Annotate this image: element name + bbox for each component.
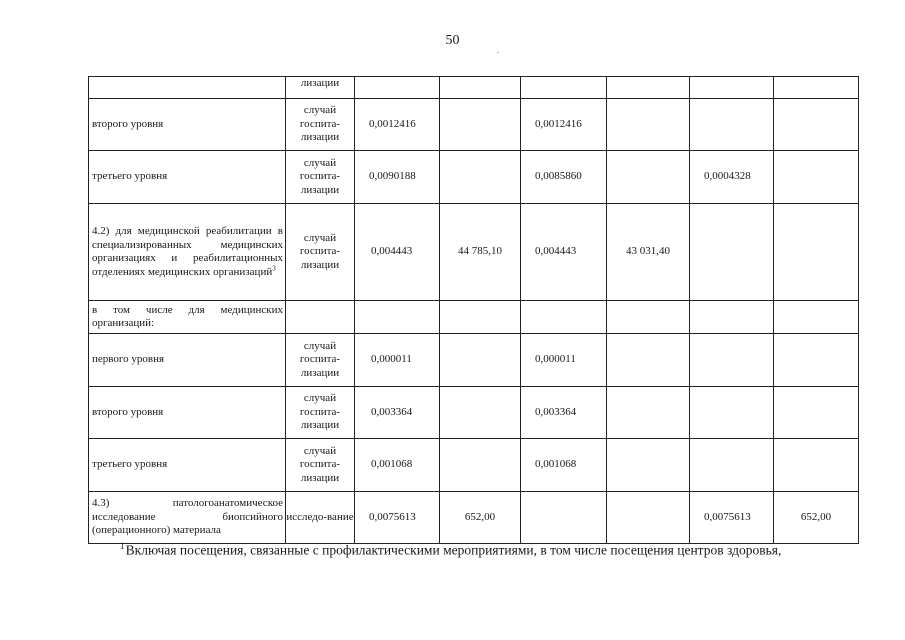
cell-c1: 0,000011 [355,334,440,387]
cell-c6 [774,204,859,301]
cell-c3 [521,301,607,334]
footnote-text: Включая посещения, связанные с профилактическими мероприятиями, в том числе посещения центров здоровья, [125,542,782,558]
row-name [89,204,286,301]
footnote-ref: 3 [272,263,276,272]
cell-c3: 0,004443 [521,204,607,301]
table-row [89,492,859,544]
row-name: второго уровня [89,387,286,439]
cell-c6 [774,387,859,439]
cell-c3 [521,492,607,544]
cell-c5 [690,439,774,492]
cell-c3 [521,77,607,99]
data-table [88,76,859,544]
cell-c5 [690,204,774,301]
table-row [89,204,859,301]
cell-c3: 0,0085860 [521,151,607,204]
row-unit: лизации [286,77,355,99]
row-name: в том числе для медицинских организаций: [89,301,286,334]
cell-c5: 0,0075613 [690,492,774,544]
cell-c4 [607,301,690,334]
cell-c5 [690,387,774,439]
cell-c5 [690,301,774,334]
cell-c4 [607,77,690,99]
row-name [89,77,286,99]
cell-c6 [774,151,859,204]
cell-c5 [690,334,774,387]
cell-c6 [774,334,859,387]
cell-c4 [607,99,690,151]
cell-c2 [440,387,521,439]
row-unit: случай госпита-лизации [286,387,355,439]
cell-c2: 44 785,10 [440,204,521,301]
table-row [89,334,859,387]
cell-c1: 0,0075613 [355,492,440,544]
cell-c2 [440,151,521,204]
cell-c1: 0,0090188 [355,151,440,204]
row-unit: случай госпита-лизации [286,334,355,387]
table-row [89,439,859,492]
row-name: третьего уровня [89,439,286,492]
cell-c6 [774,439,859,492]
cell-c2 [440,334,521,387]
cell-c2 [440,439,521,492]
cell-c1: 0,0012416 [355,99,440,151]
row-unit: случай госпита-лизации [286,151,355,204]
scan-speck [497,52,499,53]
row-name: второго уровня [89,99,286,151]
cell-c4 [607,334,690,387]
table-row [89,77,859,99]
table-row [89,387,859,439]
cell-c3: 0,000011 [521,334,607,387]
cell-c5: 0,0004328 [690,151,774,204]
cell-c1 [355,77,440,99]
cell-c5 [690,99,774,151]
footnote [120,541,890,559]
table-row [89,99,859,151]
cell-c4 [607,492,690,544]
row-name-text: 4.2) для медицинской реабилитации в специализированных медицинских организациях и реабилитационных отделениях медицинских организаций [92,225,283,278]
cell-c4 [607,439,690,492]
cell-c6 [774,77,859,99]
cell-c1: 0,004443 [355,204,440,301]
table-row [89,301,859,334]
cell-c6 [774,301,859,334]
cell-c4 [607,387,690,439]
row-name: первого уровня [89,334,286,387]
cell-c2: 652,00 [440,492,521,544]
cell-c4 [607,151,690,204]
row-unit: случай госпита-лизации [286,204,355,301]
row-unit [286,301,355,334]
cell-c6: 652,00 [774,492,859,544]
cell-c1 [355,301,440,334]
row-name: третьего уровня [89,151,286,204]
cell-c6 [774,99,859,151]
cell-c3: 0,0012416 [521,99,607,151]
cell-c2 [440,77,521,99]
page-number: 50 [445,33,460,48]
cell-c1: 0,001068 [355,439,440,492]
cell-c3: 0,001068 [521,439,607,492]
row-name: 4.3) патологоанатомическое исследование биопсийного (операционного) материала [89,492,286,544]
cell-c4: 43 031,40 [607,204,690,301]
row-unit: исследо-вание [286,492,355,544]
cell-c5 [690,77,774,99]
footnote-marker: 1 [120,541,125,551]
row-unit: случай госпита-лизации [286,99,355,151]
table-row [89,151,859,204]
cell-c1: 0,003364 [355,387,440,439]
cell-c3: 0,003364 [521,387,607,439]
row-unit: случай госпита-лизации [286,439,355,492]
cell-c2 [440,99,521,151]
cell-c2 [440,301,521,334]
